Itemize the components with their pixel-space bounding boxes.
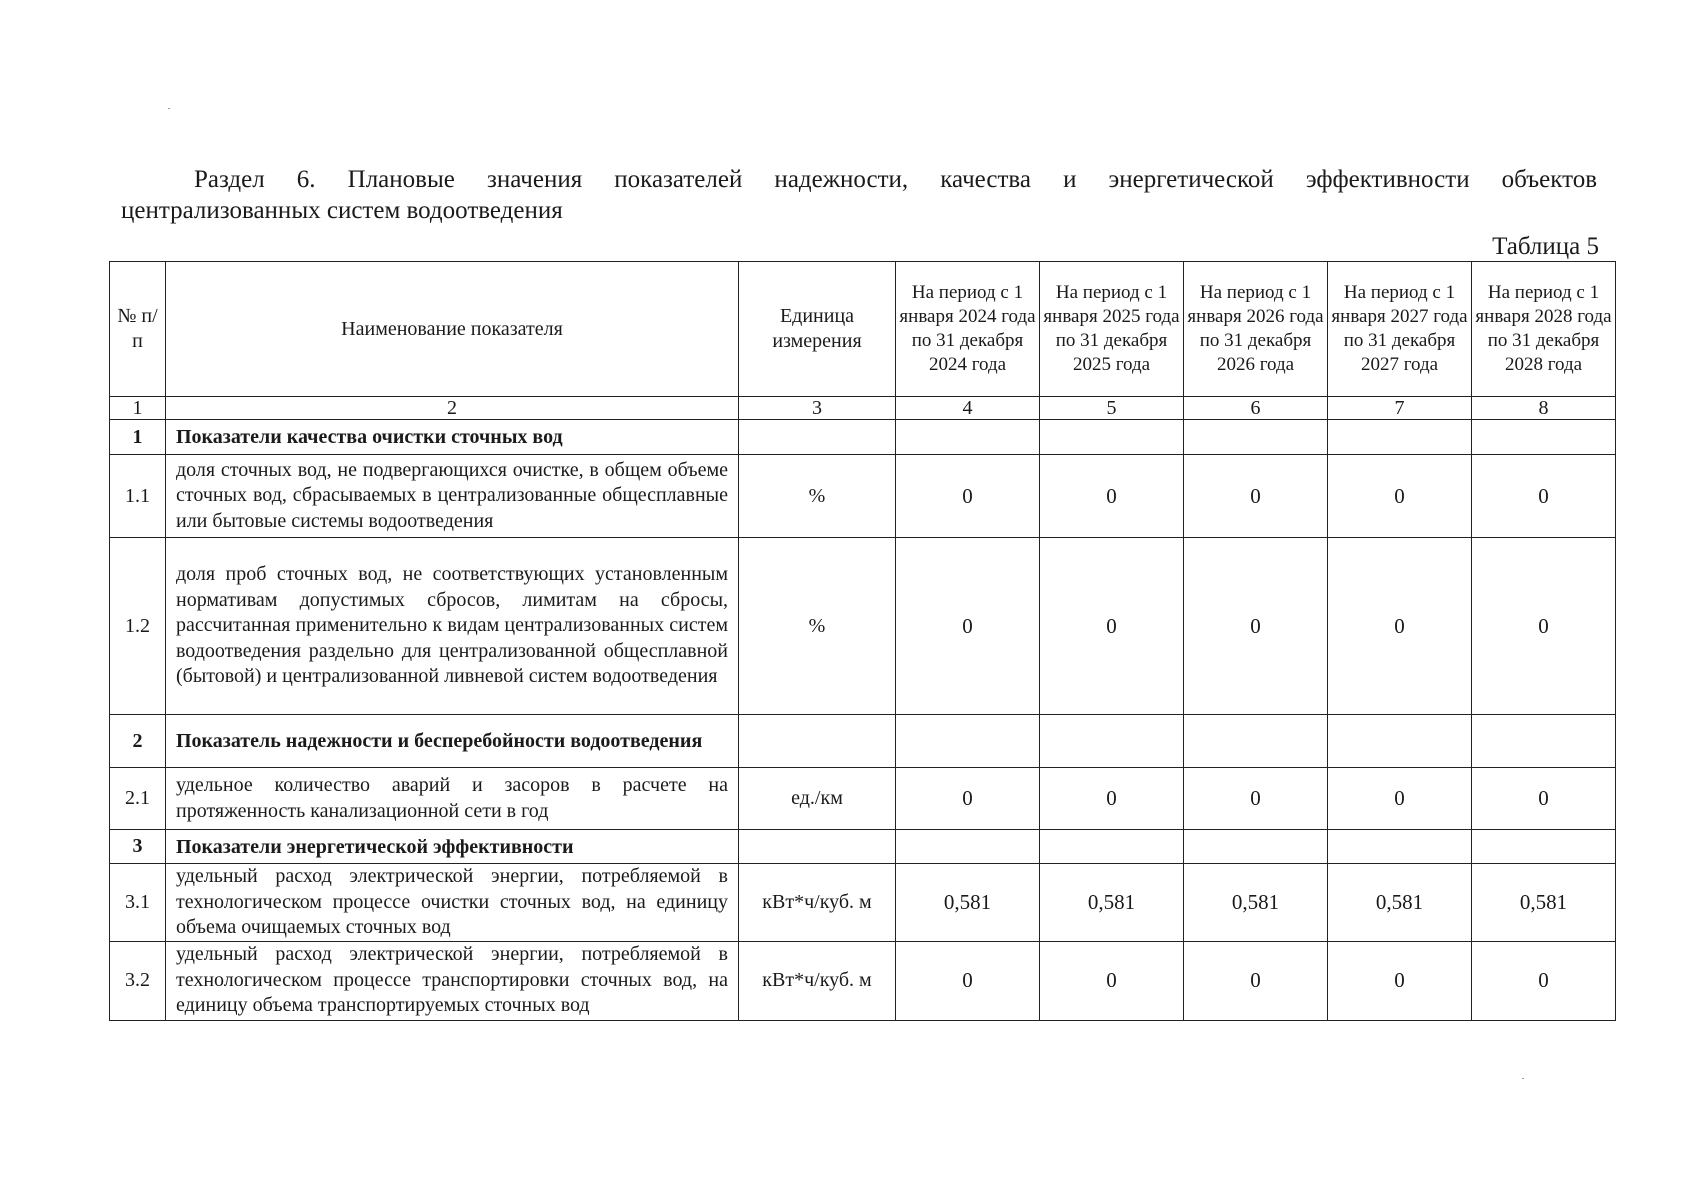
column-number: 6 xyxy=(1184,397,1328,420)
value-2027: 0 xyxy=(1328,941,1472,1020)
column-number: 4 xyxy=(896,397,1040,420)
row-number: 3 xyxy=(110,830,166,864)
value-2028: 0 xyxy=(1472,538,1616,715)
table-caption: Таблица 5 xyxy=(1492,233,1599,260)
value-2024: 0,581 xyxy=(896,864,1040,942)
value-2028: 0 xyxy=(1472,768,1616,830)
empty-cell xyxy=(896,420,1040,455)
column-number: 5 xyxy=(1040,397,1184,420)
value-2028: 0,581 xyxy=(1472,864,1616,942)
scan-speck xyxy=(168,108,170,109)
empty-cell xyxy=(896,715,1040,768)
table-row xyxy=(110,455,1616,538)
table-header-row xyxy=(110,262,1616,397)
value-2025: 0 xyxy=(1040,455,1184,538)
header-period-2025: На период с 1 января 2025 года по 31 декабря 2025 года xyxy=(1040,262,1184,397)
header-period-2027: На период с 1 января 2027 года по 31 декабря 2027 года xyxy=(1328,262,1472,397)
row-number: 3.1 xyxy=(110,864,166,942)
empty-cell xyxy=(1328,830,1472,864)
empty-cell xyxy=(1184,715,1328,768)
value-2026: 0 xyxy=(1184,768,1328,830)
row-number: 2 xyxy=(110,715,166,768)
table-row xyxy=(110,864,1616,942)
value-2028: 0 xyxy=(1472,941,1616,1020)
empty-cell xyxy=(739,715,896,768)
column-number: 2 xyxy=(166,397,739,420)
table-row xyxy=(110,538,1616,715)
empty-cell xyxy=(1184,420,1328,455)
indicator-name: удельное количество аварий и засоров в расчете на протяженность канализационной сети в год xyxy=(166,768,739,830)
value-2024: 0 xyxy=(896,538,1040,715)
empty-cell xyxy=(1328,715,1472,768)
value-2026: 0,581 xyxy=(1184,864,1328,942)
row-number: 1 xyxy=(110,420,166,455)
indicator-name: доля проб сточных вод, не соответствующих установленным нормативам допустимых сбросов, лимитам на сбросы, рассчитанная применительно к видам централизованных систем водоотведения раздельно для централизованной общесплавной (бытовой) и централизованной ливневой систем водоотведения xyxy=(166,538,739,715)
column-number-row xyxy=(110,397,1616,420)
section-heading xyxy=(121,164,1597,226)
indicator-name: удельный расход электрической энергии, потребляемой в технологическом процессе очистки сточных вод, на единицу объема очищаемых сточных вод xyxy=(166,864,739,942)
value-2025: 0 xyxy=(1040,768,1184,830)
section-row xyxy=(110,715,1616,768)
value-2025: 0 xyxy=(1040,538,1184,715)
header-no: № п/п xyxy=(110,262,166,397)
row-number: 2.1 xyxy=(110,768,166,830)
empty-cell xyxy=(1040,830,1184,864)
value-2027: 0 xyxy=(1328,455,1472,538)
unit-cell: % xyxy=(739,538,896,715)
value-2026: 0 xyxy=(1184,941,1328,1020)
column-number: 7 xyxy=(1328,397,1472,420)
indicator-name: удельный расход электрической энергии, потребляемой в технологическом процессе транспортировки сточных вод, на единицу объема транспортируемых сточных вод xyxy=(166,941,739,1020)
value-2025: 0 xyxy=(1040,941,1184,1020)
empty-cell xyxy=(1472,830,1616,864)
empty-cell xyxy=(1040,715,1184,768)
row-number: 1.1 xyxy=(110,455,166,538)
row-number: 3.2 xyxy=(110,941,166,1020)
empty-cell xyxy=(1184,830,1328,864)
empty-cell xyxy=(1328,420,1472,455)
table-row xyxy=(110,768,1616,830)
empty-cell xyxy=(1472,715,1616,768)
column-number: 3 xyxy=(739,397,896,420)
value-2028: 0 xyxy=(1472,455,1616,538)
empty-cell xyxy=(739,420,896,455)
header-period-2028: На период с 1 января 2028 года по 31 декабря 2028 года xyxy=(1472,262,1616,397)
column-number: 1 xyxy=(110,397,166,420)
section-heading-line-1: Раздел 6. Плановые значения показателей надежности, качества и энергетической эффективности объектов xyxy=(194,166,1597,193)
unit-cell: кВт*ч/куб. м xyxy=(739,864,896,942)
header-unit: Единица измерения xyxy=(739,262,896,397)
empty-cell xyxy=(896,830,1040,864)
header-name: Наименование показателя xyxy=(166,262,739,397)
unit-cell: % xyxy=(739,455,896,538)
value-2026: 0 xyxy=(1184,538,1328,715)
unit-cell: ед./км xyxy=(739,768,896,830)
value-2027: 0 xyxy=(1328,538,1472,715)
value-2027: 0 xyxy=(1328,768,1472,830)
value-2025: 0,581 xyxy=(1040,864,1184,942)
empty-cell xyxy=(739,830,896,864)
row-number: 1.2 xyxy=(110,538,166,715)
section-title: Показатель надежности и бесперебойности водоотведения xyxy=(166,715,739,768)
indicator-name: доля сточных вод, не подвергающихся очистке, в общем объеме сточных вод, сбрасываемых в централизованные общесплавные или бытовые системы водоотведения xyxy=(166,455,739,538)
value-2024: 0 xyxy=(896,455,1040,538)
section-heading-line-2: централизованных систем водоотведения xyxy=(121,197,563,224)
section-row xyxy=(110,420,1616,455)
empty-cell xyxy=(1040,420,1184,455)
table-row xyxy=(110,941,1616,1020)
header-period-2026: На период с 1 января 2026 года по 31 декабря 2026 года xyxy=(1184,262,1328,397)
indicators-table xyxy=(109,261,1616,1021)
value-2024: 0 xyxy=(896,768,1040,830)
section-row xyxy=(110,830,1616,864)
empty-cell xyxy=(1472,420,1616,455)
column-number: 8 xyxy=(1472,397,1616,420)
unit-cell: кВт*ч/куб. м xyxy=(739,941,896,1020)
value-2024: 0 xyxy=(896,941,1040,1020)
section-title: Показатели качества очистки сточных вод xyxy=(166,420,739,455)
value-2026: 0 xyxy=(1184,455,1328,538)
section-title: Показатели энергетической эффективности xyxy=(166,830,739,864)
scan-speck xyxy=(1522,1078,1524,1079)
header-period-2024: На период с 1 января 2024 года по 31 декабря 2024 года xyxy=(896,262,1040,397)
value-2027: 0,581 xyxy=(1328,864,1472,942)
